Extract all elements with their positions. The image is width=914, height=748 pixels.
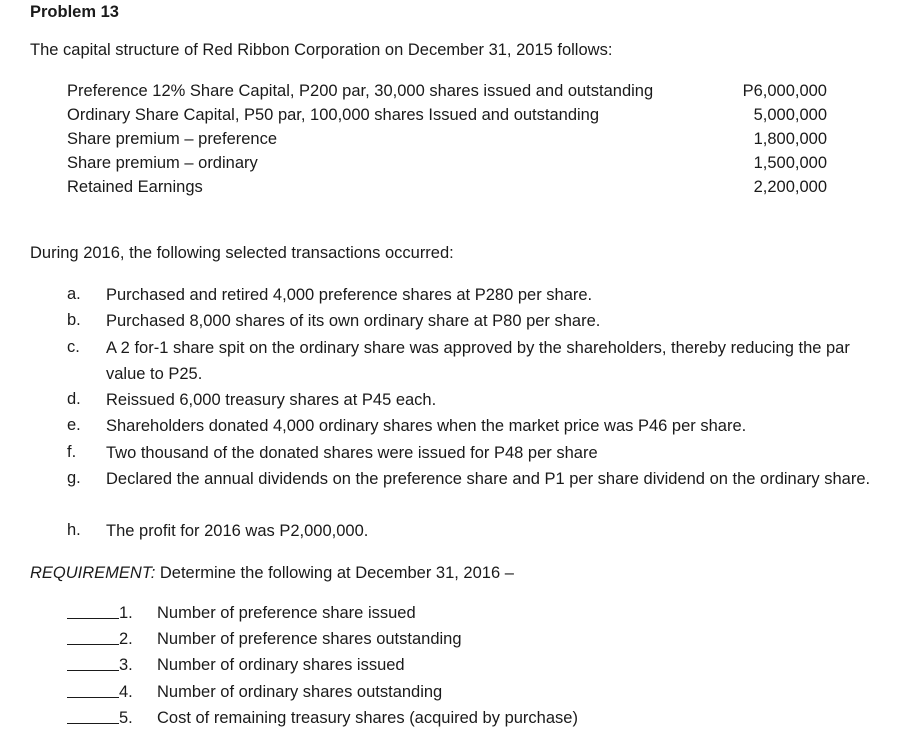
requirement-label: REQUIREMENT: — [30, 564, 156, 582]
capital-amount: 1,800,000 — [753, 130, 827, 148]
question-number: 2. — [119, 630, 133, 648]
intro-text: The capital structure of Red Ribbon Corporation on December 31, 2015 follows: — [30, 41, 613, 59]
requirement-text: Determine the following at December 31, 2016 – — [155, 564, 514, 582]
transaction-text: Two thousand of the donated shares were issued for P48 per share — [106, 444, 598, 462]
problem-title: Problem 13 — [30, 3, 119, 21]
question-text: Number of ordinary shares issued — [157, 656, 405, 674]
capital-label: Share premium – ordinary — [67, 154, 258, 172]
capital-row — [67, 151, 827, 175]
transaction-letter: f. — [67, 443, 77, 461]
transaction-text: Purchased and retired 4,000 preference shares at P280 per share. — [106, 286, 593, 304]
transaction-letter: b. — [67, 311, 81, 329]
question-text: Number of ordinary shares outstanding — [157, 683, 443, 701]
question-item — [67, 706, 578, 732]
transactions-intro: During 2016, the following selected transactions occurred: — [30, 244, 454, 262]
requirement — [30, 561, 514, 585]
capital-label: Share premium – preference — [67, 130, 278, 148]
transaction-letter: d. — [67, 390, 81, 408]
answer-blank[interactable] — [67, 680, 119, 698]
question-text: Number of preference share issued — [157, 604, 416, 622]
capital-label: Preference 12% Share Capital, P200 par, 30,000 shares issued and outstanding — [67, 82, 654, 100]
transaction-letter: a. — [67, 285, 81, 303]
transaction-text: Shareholders donated 4,000 ordinary shares when the market price was P46 per share. — [106, 417, 747, 435]
answer-blank[interactable] — [67, 601, 119, 619]
capital-amount: 1,500,000 — [753, 154, 827, 172]
transaction-text: Purchased 8,000 shares of its own ordinary share at P80 per share. — [106, 312, 601, 330]
transaction-letter: c. — [67, 338, 80, 356]
question-item — [67, 653, 405, 679]
capital-amount: 5,000,000 — [753, 106, 827, 124]
capital-row — [67, 175, 827, 199]
question-number: 1. — [119, 604, 133, 622]
question-text: Cost of remaining treasury shares (acquired by purchase) — [157, 709, 578, 727]
capital-row — [67, 79, 827, 103]
question-number: 3. — [119, 656, 133, 674]
capital-label: Ordinary Share Capital, P50 par, 100,000 shares Issued and outstanding — [67, 106, 600, 124]
transaction-text: Declared the annual dividends on the preference share and P1 per share dividend on the ordinary share. — [106, 470, 871, 488]
question-item — [67, 627, 462, 653]
question-item — [67, 601, 416, 627]
capital-row — [67, 127, 827, 151]
transaction-text: Reissued 6,000 treasury shares at P45 each. — [106, 391, 437, 409]
answer-blank[interactable] — [67, 627, 119, 645]
capital-amount: P6,000,000 — [742, 82, 827, 100]
transaction-text: A 2 for-1 share spit on the ordinary share was approved by the shareholders, thereby reducing the par value to P25. — [106, 339, 850, 383]
question-item — [67, 680, 443, 706]
capital-amount: 2,200,000 — [753, 178, 827, 196]
transaction-text: The profit for 2016 was P2,000,000. — [106, 522, 369, 540]
transaction-letter: h. — [67, 521, 81, 539]
answer-blank[interactable] — [67, 653, 119, 671]
question-text: Number of preference shares outstanding — [157, 630, 462, 648]
question-number: 4. — [119, 683, 133, 701]
answer-blank[interactable] — [67, 706, 119, 724]
capital-row — [67, 103, 827, 127]
capital-label: Retained Earnings — [67, 178, 203, 196]
question-number: 5. — [119, 709, 133, 727]
transaction-letter: e. — [67, 416, 81, 434]
transaction-letter: g. — [67, 469, 81, 487]
